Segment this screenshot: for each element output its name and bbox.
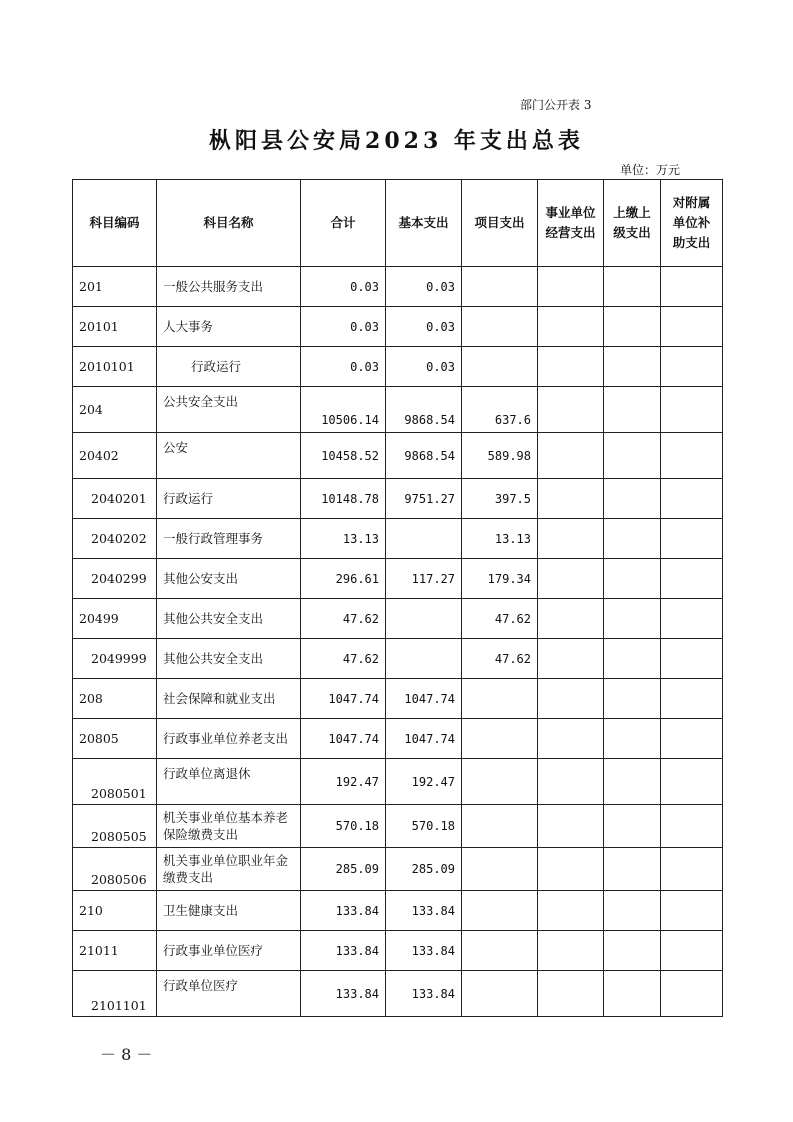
cell-business	[538, 891, 604, 931]
cell-subsidy	[661, 719, 723, 759]
cell-basic: 133.84	[386, 891, 462, 931]
table-row	[73, 559, 723, 599]
header-project: 项目支出	[462, 180, 538, 267]
cell-subsidy	[661, 433, 723, 479]
cell-upper	[604, 433, 661, 479]
cell-business	[538, 519, 604, 559]
cell-project	[462, 267, 538, 307]
unit-label: 单位：万元	[620, 163, 681, 177]
cell-business	[538, 387, 604, 433]
cell-subsidy	[661, 848, 723, 891]
cell-business	[538, 931, 604, 971]
cell-name: 行政运行	[157, 347, 301, 387]
cell-subsidy	[661, 599, 723, 639]
cell-upper	[604, 599, 661, 639]
cell-project: 47.62	[462, 639, 538, 679]
cell-code: 21011	[73, 931, 157, 971]
cell-project: 397.5	[462, 479, 538, 519]
cell-name: 行政运行	[157, 479, 301, 519]
cell-basic: 1047.74	[386, 719, 462, 759]
cell-subsidy	[661, 559, 723, 599]
cell-upper	[604, 805, 661, 848]
cell-name: 社会保障和就业支出	[157, 679, 301, 719]
cell-basic	[386, 599, 462, 639]
table-row	[73, 805, 723, 848]
table-row	[73, 848, 723, 891]
cell-name: 行政事业单位养老支出	[157, 719, 301, 759]
cell-total: 0.03	[301, 267, 386, 307]
cell-subsidy	[661, 891, 723, 931]
cell-name: 人大事务	[157, 307, 301, 347]
cell-basic: 570.18	[386, 805, 462, 848]
cell-upper	[604, 387, 661, 433]
cell-project	[462, 848, 538, 891]
table-row	[73, 891, 723, 931]
cell-subsidy	[661, 639, 723, 679]
table-row	[73, 719, 723, 759]
cell-name: 机关事业单位基本养老保险缴费支出	[157, 805, 301, 848]
cell-name: 一般行政管理事务	[157, 519, 301, 559]
cell-subsidy	[661, 387, 723, 433]
cell-basic: 285.09	[386, 848, 462, 891]
page-title: 枞阳县公安局2023 年支出总表	[209, 128, 584, 154]
cell-total: 285.09	[301, 848, 386, 891]
cell-subsidy	[661, 307, 723, 347]
cell-project: 47.62	[462, 599, 538, 639]
cell-business	[538, 479, 604, 519]
cell-code: 208	[73, 679, 157, 719]
cell-subsidy	[661, 479, 723, 519]
cell-basic	[386, 639, 462, 679]
cell-project: 589.98	[462, 433, 538, 479]
cell-business	[538, 307, 604, 347]
cell-project	[462, 805, 538, 848]
cell-subsidy	[661, 971, 723, 1017]
table-row	[73, 347, 723, 387]
cell-name: 其他公共安全支出	[157, 599, 301, 639]
cell-basic: 133.84	[386, 971, 462, 1017]
cell-total: 47.62	[301, 599, 386, 639]
cell-project: 179.34	[462, 559, 538, 599]
cell-basic: 9868.54	[386, 387, 462, 433]
cell-basic	[386, 519, 462, 559]
cell-upper	[604, 347, 661, 387]
cell-name: 公共安全支出	[157, 387, 301, 433]
table-row	[73, 519, 723, 559]
cell-project: 13.13	[462, 519, 538, 559]
cell-business	[538, 759, 604, 805]
cell-business	[538, 719, 604, 759]
cell-basic: 9868.54	[386, 433, 462, 479]
cell-basic: 117.27	[386, 559, 462, 599]
header-total: 合计	[301, 180, 386, 267]
cell-basic: 133.84	[386, 931, 462, 971]
cell-business	[538, 267, 604, 307]
cell-basic: 0.03	[386, 347, 462, 387]
cell-upper	[604, 891, 661, 931]
cell-business	[538, 679, 604, 719]
cell-subsidy	[661, 931, 723, 971]
cell-code: 20402	[73, 433, 157, 479]
cell-upper	[604, 679, 661, 719]
cell-project	[462, 307, 538, 347]
cell-name: 其他公安支出	[157, 559, 301, 599]
table-row	[73, 479, 723, 519]
header-name: 科目名称	[157, 180, 301, 267]
cell-total: 570.18	[301, 805, 386, 848]
cell-code: 2080506	[73, 848, 157, 891]
cell-total: 192.47	[301, 759, 386, 805]
cell-code: 2040202	[73, 519, 157, 559]
cell-business	[538, 805, 604, 848]
cell-code: 2010101	[73, 347, 157, 387]
table-row	[73, 759, 723, 805]
table-tag: 部门公开表 3	[520, 98, 592, 112]
table-body	[73, 267, 723, 1017]
cell-total: 10148.78	[301, 479, 386, 519]
cell-project	[462, 719, 538, 759]
cell-total: 133.84	[301, 931, 386, 971]
cell-code: 2040299	[73, 559, 157, 599]
cell-total: 10458.52	[301, 433, 386, 479]
cell-name: 行政单位医疗	[157, 971, 301, 1017]
cell-upper	[604, 931, 661, 971]
cell-code: 210	[73, 891, 157, 931]
cell-name: 行政事业单位医疗	[157, 931, 301, 971]
cell-code: 2049999	[73, 639, 157, 679]
cell-total: 133.84	[301, 971, 386, 1017]
cell-business	[538, 347, 604, 387]
cell-code: 204	[73, 387, 157, 433]
cell-basic: 9751.27	[386, 479, 462, 519]
header-code: 科目编码	[73, 180, 157, 267]
cell-code: 2040201	[73, 479, 157, 519]
header-basic: 基本支出	[386, 180, 462, 267]
cell-subsidy	[661, 759, 723, 805]
cell-total: 133.84	[301, 891, 386, 931]
cell-total: 296.61	[301, 559, 386, 599]
header-business: 事业单位经营支出	[538, 180, 604, 267]
cell-code: 2080505	[73, 805, 157, 848]
cell-upper	[604, 848, 661, 891]
cell-project	[462, 347, 538, 387]
cell-code: 20499	[73, 599, 157, 639]
cell-code: 20101	[73, 307, 157, 347]
cell-name: 机关事业单位职业年金缴费支出	[157, 848, 301, 891]
cell-subsidy	[661, 267, 723, 307]
cell-total: 0.03	[301, 307, 386, 347]
page-number: － 8 －	[100, 1045, 153, 1064]
cell-project	[462, 891, 538, 931]
header-upper: 上缴上级支出	[604, 180, 661, 267]
expenditure-table	[72, 179, 723, 1017]
cell-name: 一般公共服务支出	[157, 267, 301, 307]
cell-business	[538, 559, 604, 599]
cell-business	[538, 848, 604, 891]
cell-project	[462, 971, 538, 1017]
table-row	[73, 433, 723, 479]
cell-upper	[604, 639, 661, 679]
table-row	[73, 931, 723, 971]
cell-name: 公安	[157, 433, 301, 479]
cell-upper	[604, 759, 661, 805]
cell-subsidy	[661, 347, 723, 387]
cell-subsidy	[661, 679, 723, 719]
cell-business	[538, 639, 604, 679]
cell-project: 637.6	[462, 387, 538, 433]
cell-subsidy	[661, 805, 723, 848]
table-row	[73, 599, 723, 639]
cell-total: 13.13	[301, 519, 386, 559]
table-row	[73, 307, 723, 347]
cell-basic: 1047.74	[386, 679, 462, 719]
cell-code: 2101101	[73, 971, 157, 1017]
cell-upper	[604, 559, 661, 599]
cell-upper	[604, 307, 661, 347]
cell-total: 47.62	[301, 639, 386, 679]
cell-name: 卫生健康支出	[157, 891, 301, 931]
cell-project	[462, 759, 538, 805]
cell-upper	[604, 519, 661, 559]
cell-name: 其他公共安全支出	[157, 639, 301, 679]
header-subsidy: 对附属单位补助支出	[661, 180, 723, 267]
cell-total: 1047.74	[301, 719, 386, 759]
cell-upper	[604, 479, 661, 519]
cell-upper	[604, 719, 661, 759]
cell-basic: 0.03	[386, 307, 462, 347]
cell-upper	[604, 267, 661, 307]
table-row	[73, 679, 723, 719]
cell-total: 1047.74	[301, 679, 386, 719]
cell-total: 0.03	[301, 347, 386, 387]
cell-name: 行政单位离退休	[157, 759, 301, 805]
table-row	[73, 971, 723, 1017]
table-row	[73, 639, 723, 679]
cell-project	[462, 679, 538, 719]
header-row	[73, 180, 723, 267]
cell-basic: 0.03	[386, 267, 462, 307]
table-row	[73, 267, 723, 307]
cell-project	[462, 931, 538, 971]
cell-business	[538, 971, 604, 1017]
cell-code: 201	[73, 267, 157, 307]
cell-code: 20805	[73, 719, 157, 759]
cell-business	[538, 433, 604, 479]
cell-subsidy	[661, 519, 723, 559]
cell-basic: 192.47	[386, 759, 462, 805]
cell-total: 10506.14	[301, 387, 386, 433]
cell-upper	[604, 971, 661, 1017]
cell-business	[538, 599, 604, 639]
cell-code: 2080501	[73, 759, 157, 805]
table-row	[73, 387, 723, 433]
